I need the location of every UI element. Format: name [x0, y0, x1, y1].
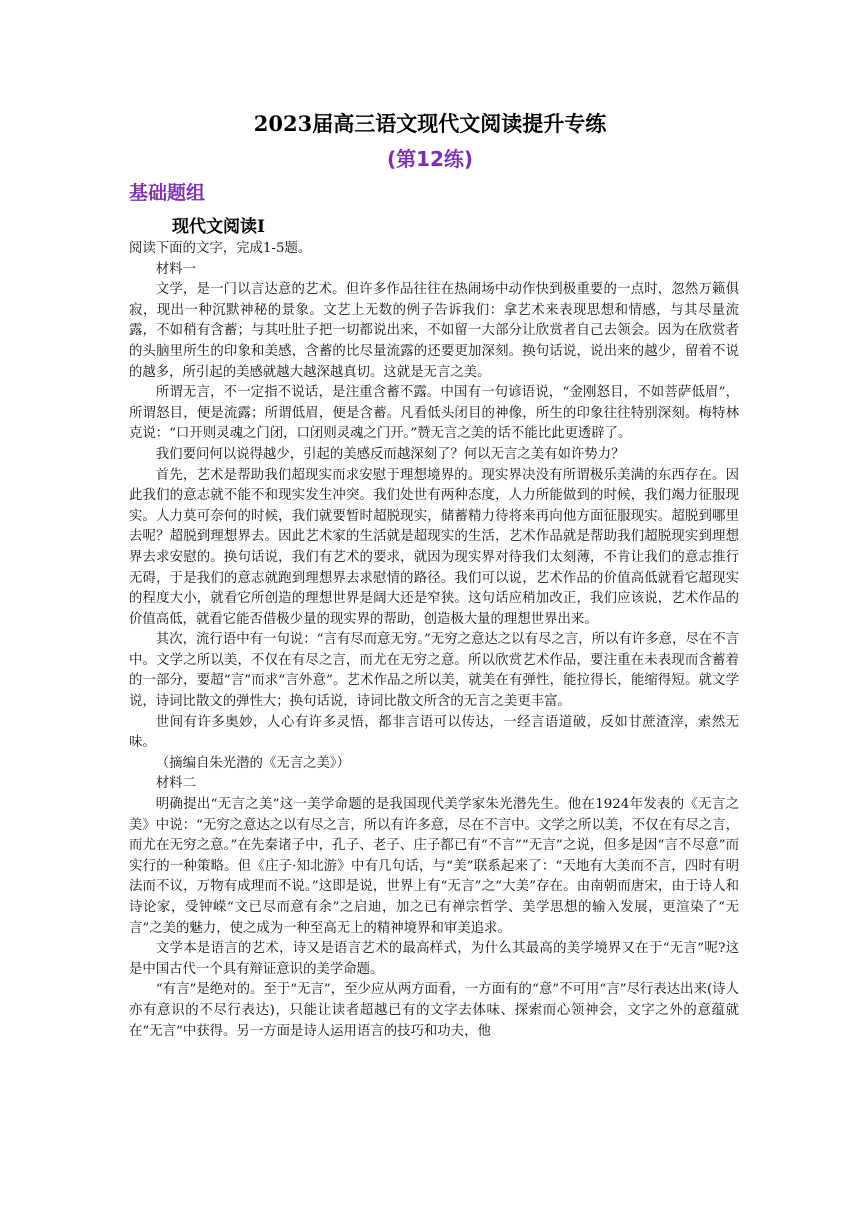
body-paragraph: 其次，流行语中有一句说：“言有尽而意无穷。”无穷之意达之以有尽之言，所以有许多意，尽在不言中。文学之所以美，不仅在有尽之言，而尤在无穷之意。所以欣赏艺术作品，要注重在未表现而含蓄着的一部分，要超“言”而求“言外意”。艺术作品之所以美，就美在有弹性，能拉得长，能缩得短。就文学说，诗词比散文的弹性大；换句话说，诗词比散文所含的无言之美更丰富。: [129, 632, 739, 710]
document-title: 2023届高三语文现代文阅读提升专练: [253, 111, 607, 136]
body-paragraph: 所谓无言，不一定指不说话，是注重含蓄不露。中国有一句谚语说，“金刚怒目，不如菩萨低眉”，所谓怒目，便是流露；所谓低眉，便是含蓄。凡看低头闭目的神像，所生的印象往往特别深刻。梅特林克说：“口开则灵魂之门闭，口闭则灵魂之门开。”赞无言之美的话不能比此更透辟了。: [129, 385, 739, 442]
instruction-paragraph: 阅读下面的文字，完成1-5题。: [129, 241, 312, 256]
body-paragraph: 我们要问何以说得越少，引起的美感反而越深刻了？何以无言之美有如许势力？: [155, 446, 625, 462]
section-heading: 基础题组: [129, 182, 206, 204]
reading-passage: [129, 239, 739, 1042]
body-paragraph: 世间有许多奥妙，人心有许多灵悟，都非言语可以传达，一经言语道破，反如甘蔗渣滓，索然无味。: [129, 714, 739, 751]
material-label: 材料一: [155, 261, 196, 277]
body-paragraph: “有言”是绝对的。至于“无言”，至少应从两方面看，一方面有的“意”不可用“言”尽行表达出来(诗人亦有意识的不尽行表达)，只能让读者超越已有的文字去体味、探索而心领神会，文字之外的意蕴就在“无言”中获得。另一方面是诗人运用语言的技巧和功夫，他: [129, 982, 739, 1039]
subsection-heading: 现代文阅读Ⅰ: [172, 217, 265, 237]
body-paragraph: 首先，艺术是帮助我们超现实而求安慰于理想境界的。现实界决没有所谓极乐美满的东西存在。因此我们的意志就不能不和现实发生冲突。我们处世有两种态度，人力所能做到的时候，我们竭力征服现实。人力莫可奈何的时候，我们就要暂时超脱现实，储蓄精力待将来再向他方面征服现实。超脱到哪里去呢？超脱到理想界去。因此艺术家的生活就是超现实的生活，艺术作品就是帮助我们超脱现实到理想界去求安慰的。换句话说，我们有艺术的要求，就因为现实界对待我们太刻薄，不肯让我们的意志推行无碍，于是我们的意志就跑到理想界去求慰情的路径。我们可以说，艺术作品的价值高低就看它超现实的程度大小，就看它所创造的理想世界是阔大还是窄狭。这句话应稍加改正，我们应该说，艺术作品的价值高低，就看它能否借极少量的现实界的帮助，创造极大量的理想世界出来。: [129, 467, 739, 627]
body-paragraph: 文学本是语言的艺术，诗又是语言艺术的最高样式，为什么其最高的美学境界又在于“无言”呢?这是中国古代一个具有辩证意识的美学命题。: [129, 941, 739, 977]
body-paragraph: 文学，是一门以言达意的艺术。但许多作品往往在热闹场中动作快到极重要的一点时，忽然万籁俱寂，现出一种沉默神秘的景象。文艺上无数的例子告诉我们：拿艺术来表现思想和情感，与其尽量流露，不如稍有含蓄；与其吐肚子把一切都说出来，不如留一大部分让欣赏者自己去领会。因为在欣赏者的头脑里所生的印象和美感，含蓄的比尽量流露的还要更加深刻。换句话说，说出来的越少，留着不说的越多，所引起的美感就越大越深越真切。这就是无言之美。: [129, 282, 739, 380]
material-label: 材料二: [155, 776, 196, 792]
source-citation: （摘编自朱光潜的《无言之美》）: [155, 755, 350, 771]
body-paragraph: 明确提出“无言之美”这一美学命题的是我国现代美学家朱光潜先生。他在1924年发表的《无言之美》中说：“无穷之意达之以有尽之言，所以有许多意，尽在不言中。文学之所以美，不仅在有尽之言，而尤在无穷之意。”在先秦诸子中，孔子、老子、庄子都已有“不言”“无言”之说，但多是因“言不尽意”而实行的一种策略。但《庄子·知北游》中有几句话，与“美”联系起来了：“天地有大美而不言，四时有明法而不议，万物有成理而不说。”这即是说，世界上有“无言”之“大美”存在。由南朝而唐宋，由于诗人和诗论家，受钟嵘“文已尽而意有余”之启迪，加之已有禅宗哲学、美学思想的输入发展，更渲染了“无言”之美的魅力，使之成为一种至高无上的精神境界和审美追求。: [129, 797, 739, 936]
document-subtitle: (第12练): [386, 147, 474, 171]
